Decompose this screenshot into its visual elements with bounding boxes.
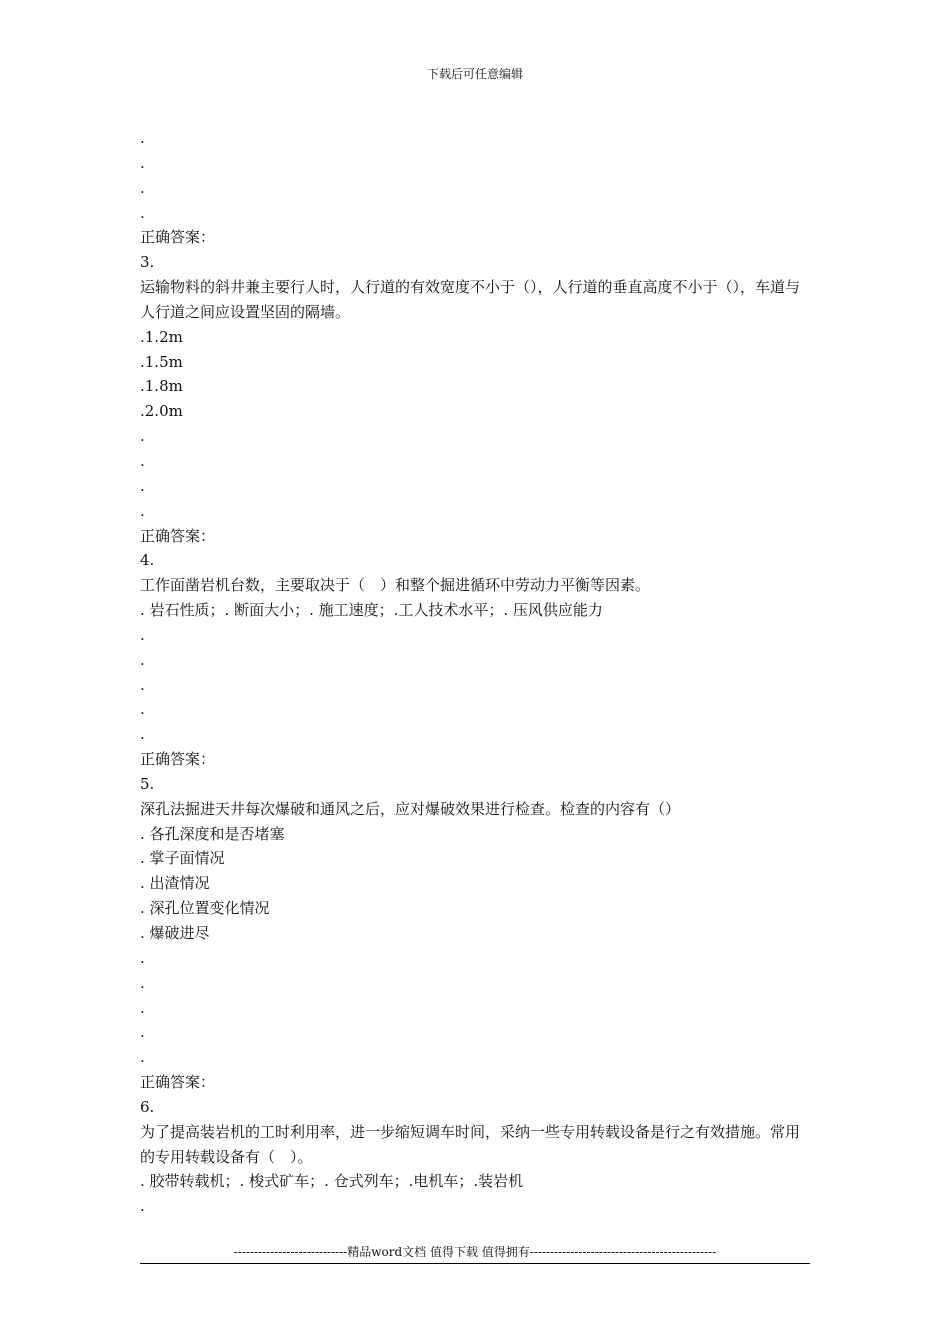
option-dot: . [140, 625, 145, 644]
document-body [140, 126, 812, 1219]
answer-label: 正确答案： [140, 1073, 216, 1092]
option-dot: . [140, 1023, 145, 1042]
answer-label: 正确答案： [140, 750, 216, 769]
page-header: 下载后可任意编辑 [426, 67, 523, 81]
option-dot: . [140, 973, 145, 992]
question-text: 为了提高装岩机的工时利用率，进一步缩短调车时间，采纳一些专用转载设备是行之有效措施。常用的专用转载设备有（ ）。 [140, 1122, 801, 1166]
option: .1.5m [140, 352, 183, 371]
option: .1.8m [140, 377, 183, 396]
option-dot: . [140, 998, 145, 1017]
option: . 出渣情况 [140, 874, 210, 893]
option-dot: . [140, 650, 145, 669]
answer-label: 正确答案： [140, 526, 216, 545]
option: . 岩石性质；. 断面大小；. 施工速度；.工人技术水平；. 压风供应能力 [140, 601, 603, 620]
option: . 深孔位置变化情况 [140, 899, 270, 918]
option: . 掌子面情况 [140, 849, 225, 868]
option-dot: . [140, 203, 145, 222]
option-dot: . [140, 153, 145, 172]
option: . 爆破进尽 [140, 924, 210, 942]
option: .1.2m [140, 327, 183, 346]
option-dot: . [140, 1048, 145, 1067]
question-number: 5. [140, 774, 155, 793]
option-dot: . [140, 1197, 145, 1216]
option: . 胶带转载机；. 梭式矿车；. 仓式列车；.电机车；.装岩机 [140, 1172, 524, 1191]
option-dot: . [140, 948, 145, 967]
question-text: 运输物料的斜井兼主要行人时，人行道的有效宽度不小于（），人行道的垂直高度不小于（），车道与人行道之间应设置坚固的隔墙。 [140, 278, 801, 321]
question-number: 3. [140, 253, 155, 272]
option-dot: . [140, 178, 145, 197]
option: . 各孔深度和是否堵塞 [140, 824, 285, 843]
option-dot: . [140, 700, 145, 719]
question-text: 深孔法掘进天井每次爆破和通风之后，应对爆破效果进行检查。检查的内容有（） [140, 799, 681, 818]
option: .2.0m [140, 402, 183, 421]
question-number: 6. [140, 1097, 155, 1116]
page-footer: ----------------------------精品word文档 值得下载 值得拥有---------------------------------------------- [233, 1245, 717, 1259]
footer-rule [140, 1263, 810, 1264]
option-dot: . [140, 451, 145, 470]
option-dot: . [140, 129, 145, 147]
question-text: 工作面凿岩机台数，主要取决于（ ）和整个掘进循环中劳动力平衡等因素。 [140, 576, 651, 595]
option-dot: . [140, 501, 145, 520]
answer-label: 正确答案： [140, 228, 216, 247]
option-dot: . [140, 427, 145, 446]
option-dot: . [140, 725, 145, 744]
option-dot: . [140, 675, 145, 694]
option-dot: . [140, 476, 145, 495]
question-number: 4. [140, 551, 155, 570]
